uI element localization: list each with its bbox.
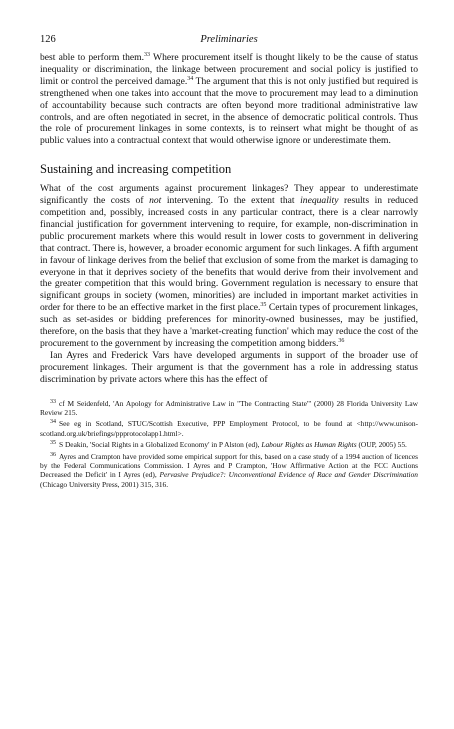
footnote-ref-34: 34 (187, 75, 194, 82)
footnote-ref-35: 35 (260, 302, 267, 309)
paragraph-2-em-a: not (149, 195, 162, 207)
book-page (40, 34, 418, 490)
section-heading: Sustaining and increasing competition (40, 162, 232, 177)
footnote-ref-33: 33 (144, 52, 151, 58)
paragraph-1-text-c: The argument that this is not only justified but required is strengthened when one takes into account that the move to procurement may lead to a diminution of accountability because such contracts are often beyond more traditional administrative law controls, and are often negotiated in secret, in the absence of democratic political controls. Thus the role of procurement linkages in some contexts, is to reinsert what might be thought of as public values into a contractual context that would otherwise ignore or underestimate them. (40, 75, 418, 147)
footnote-text: Ayres and Crampton have provided some empirical support for this, based on a case study of a 1994 auction of licences by the Federal Communications Commission. I Ayres and P Crampton, 'How Affirmative Action at the FCC Auctions Decreased the Deficit' in I Ayres (ed), (40, 451, 418, 480)
footnote-33 (40, 398, 418, 418)
paragraph-2 (40, 183, 418, 350)
paragraph-1 (40, 52, 418, 147)
paragraph-2-text-a: What of the cost arguments against procurement linkages? They appear to underestimate significantly the costs of (40, 183, 418, 207)
page-number: 126 (40, 34, 56, 45)
footnote-number: 34 (50, 419, 56, 426)
footnote-book-title: Labour Rights as Human Rights (261, 440, 357, 450)
footnote-number: 36 (50, 451, 56, 458)
footnote-number: 33 (50, 398, 56, 405)
footnote-text: cf M Seidenfeld, 'An Apology for Administrative Law in "The Contracting State"' (2000) 28 Florida University Law Review 215. (40, 398, 418, 417)
paragraph-1-text-a: best able to perform them. (40, 52, 145, 63)
paragraph-1-text-b: Where procurement itself is thought likely to be the cause of status inequality or discrimination, the linkage between procurement and social policy is justified to limit or control the perceived damage. (40, 52, 418, 87)
footnote-text-end: (OUP, 2005) 55. (356, 440, 407, 450)
footnote-ref-36: 36 (338, 337, 345, 344)
paragraph-3: Ian Ayres and Frederick Vars have developed arguments in support of the broader use of procurement linkages. Their argument is that the government has a role in addressing status discrimination by private actors where this has the effect of (40, 349, 418, 385)
footnote-text-end: (Chicago University Press, 2001) 315, 316. (40, 479, 169, 489)
footnote-book-title: Pervasive Prejudice?: Unconventional Evidence of Race and Gender Discrimination (159, 470, 419, 480)
paragraph-2-text-b: intervening. To the extent that (161, 195, 301, 207)
paragraph-2-text-d: Certain types of procurement linkages, such as set-asides or bidding preferences for minority-owned businesses, may be justified, therefore, on the basis that they have a 'market-creating function' which may reduce the cost of the procurement to the government by increasing the competition among bidders. (40, 302, 419, 349)
footnote-text: See eg in Scotland, STUC/Scottish Executive, PPP Employment Protocol, to be found at <http://www.unison-scotland.org.uk/briefings/ppprotocolapp1.html>. (40, 419, 418, 438)
running-title: Preliminaries (200, 34, 258, 45)
footnote-number: 35 (50, 440, 56, 447)
footnote-34 (40, 418, 418, 438)
main-text (40, 52, 418, 386)
paragraph-2-text-c: results in reduced competition and, possibly, increased costs in any particular contract, there is a clear narrowly financial justification for government intervening to require, for example, non-discrimination in public procurement markets where this would result in lower costs to government in delivering that contract. There is, however, a broader economic argument for such linkages. A fifth argument in favour of linkage derives from the belief that exclusion of some from the market is damaging to everyone in that it deprives society of the benefits that would derive from their involvement and the greater competition that this would bring. Government regulation is necessary to ensure that significant groups in society (women, minorities) are included in important market activities in order for there to be an effective market in the first place. (40, 195, 419, 314)
footnote-35 (40, 439, 418, 449)
footnotes (40, 398, 418, 490)
footnote-36 (40, 451, 418, 490)
running-header (40, 34, 418, 52)
footnote-text: S Deakin, 'Social Rights in a Globalized Economy' in P Alston (ed), (59, 440, 262, 450)
paragraph-2-em-b: inequality (300, 195, 339, 207)
